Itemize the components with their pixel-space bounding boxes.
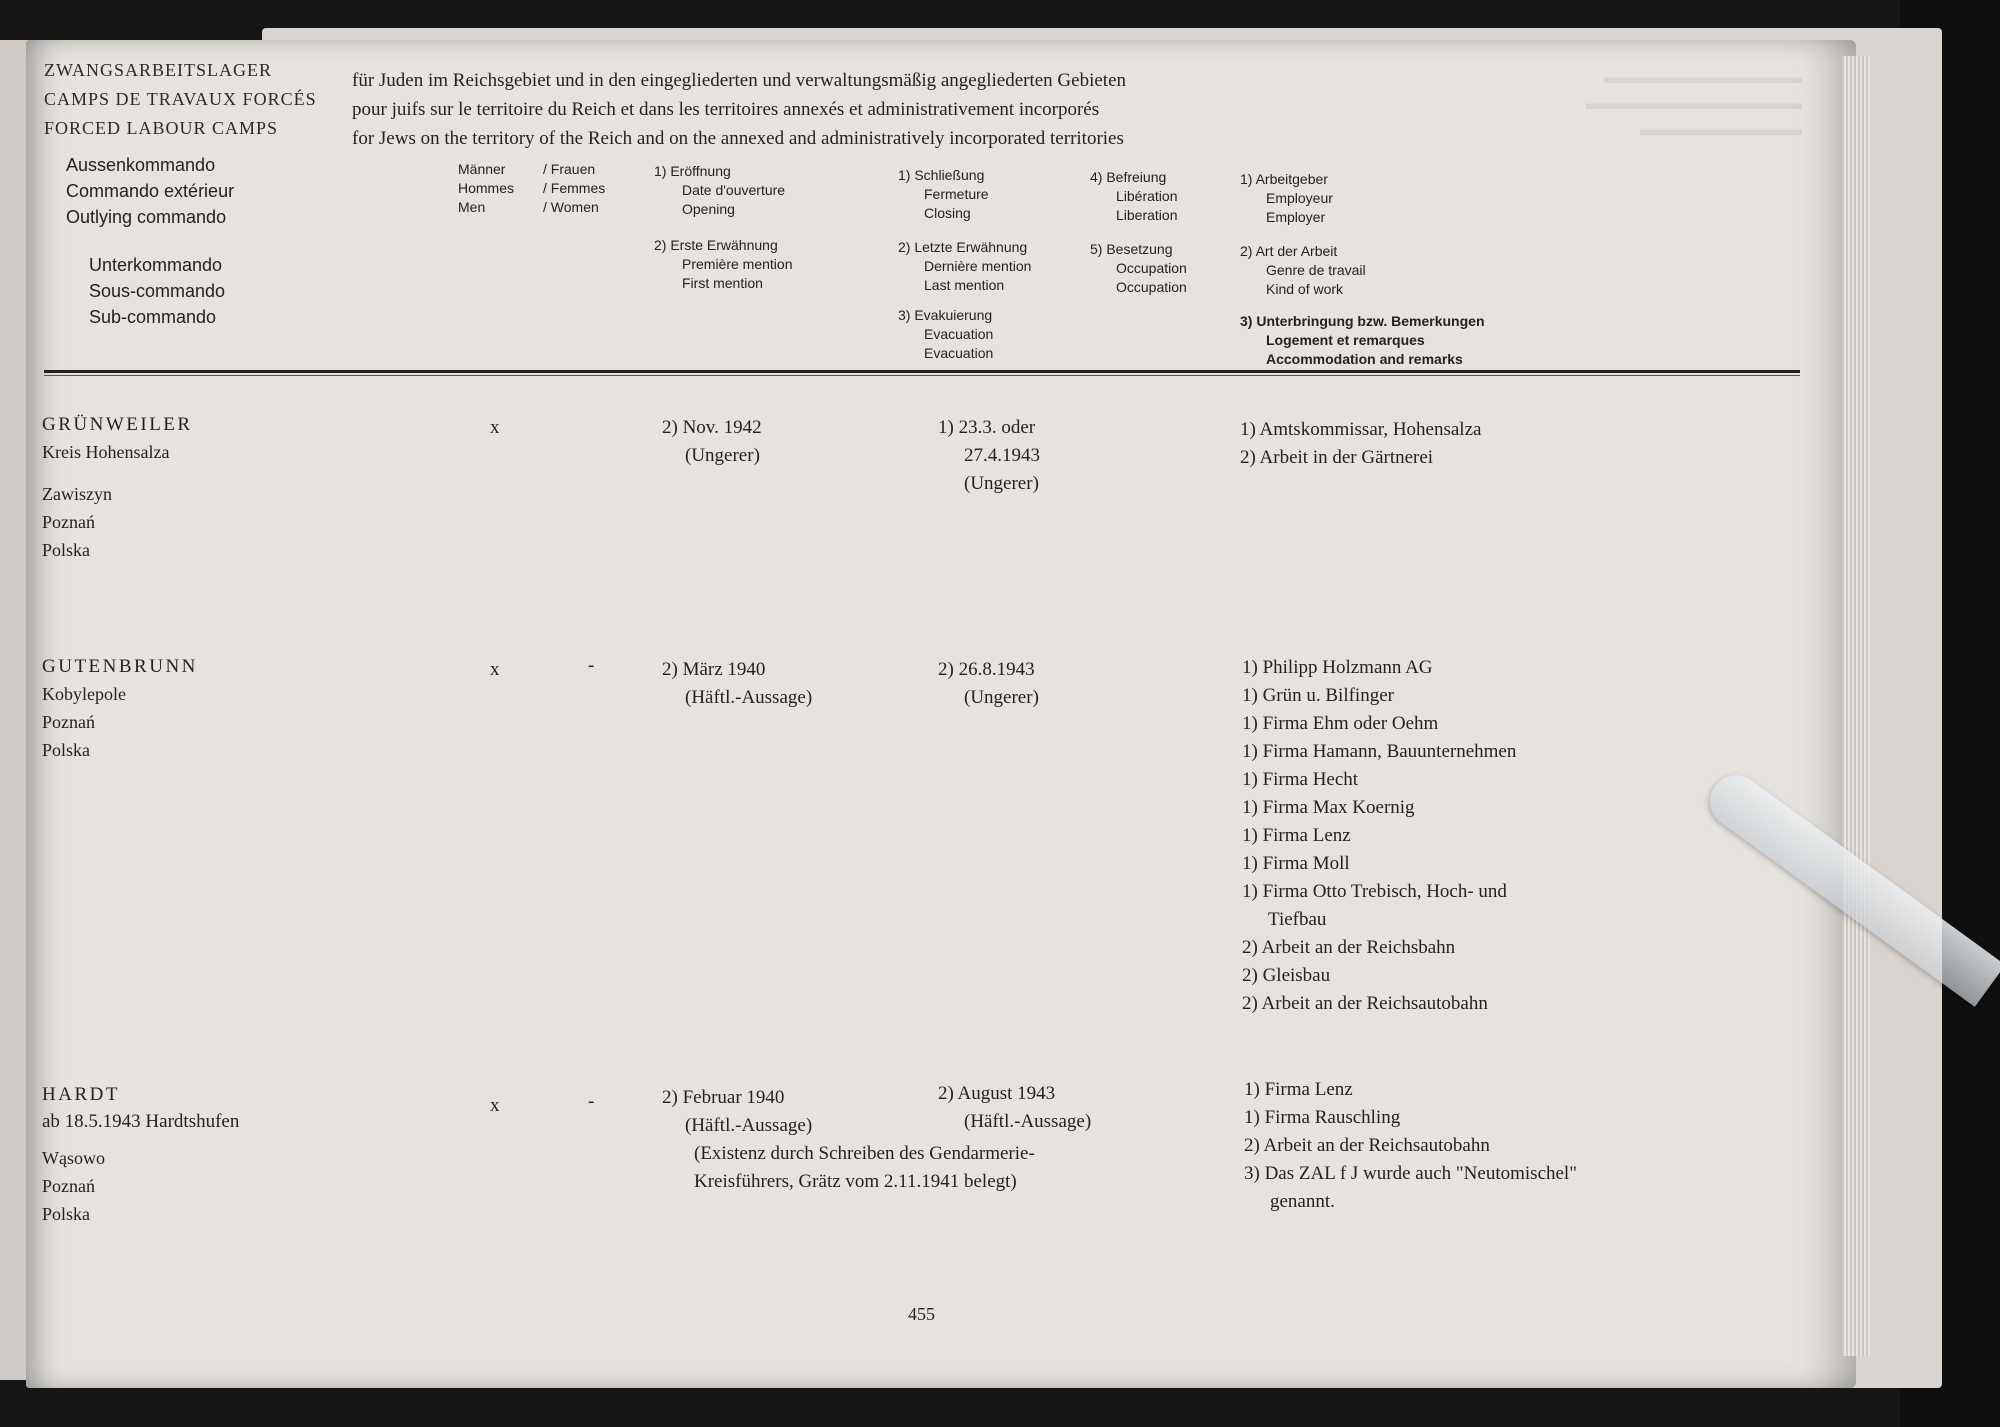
col-d3-fr: Logement et remarques (1266, 332, 1425, 348)
work-line: 3) Das ZAL f J wurde auch "Neutomischel" (1244, 1163, 1577, 1184)
entry-subtitle: ab 18.5.1943 Hardtshufen (42, 1111, 240, 1132)
gender-women-fr: / Femmes (543, 180, 606, 196)
location-line: Poznań (42, 712, 95, 732)
col-d2-fr: Genre de travail (1266, 262, 1366, 278)
closing-cell (938, 414, 1040, 498)
col-c2-fr: Occupation (1116, 260, 1187, 276)
aussen-fr: Commando extérieur (66, 181, 235, 201)
header-title-de: ZWANGSARBEITSLAGER (44, 60, 272, 80)
col-a1-de: 1) Eröffnung (654, 163, 731, 179)
work-line: 1) Firma Ehm oder Oehm (1242, 713, 1439, 734)
col-a2-de: 2) Erste Erwähnung (654, 237, 778, 253)
gender-women-de: / Frauen (543, 161, 596, 177)
closing-line: (Ungerer) (964, 687, 1039, 708)
col-b1-en: Closing (924, 205, 971, 221)
women-mark: - (588, 655, 595, 676)
closing-cell (938, 656, 1039, 712)
col-b2-fr: Dernière mention (924, 258, 1032, 274)
col-d1-fr: Employeur (1266, 190, 1333, 206)
gender-col1 (458, 160, 514, 217)
aussen-label (66, 152, 234, 230)
col-d1-de: 1) Arbeitgeber (1240, 171, 1328, 187)
work-cell (1242, 654, 1516, 1018)
header-divider (44, 370, 1800, 373)
closing-line: 1) 23.3. oder (938, 417, 1036, 438)
opening-cell (662, 1084, 812, 1140)
col-d1-en: Employer (1266, 209, 1326, 225)
intro-en: for Jews on the territory of the Reich and on the annexed and administratively incorporated territories (352, 128, 1124, 149)
existence-note (694, 1140, 1035, 1196)
col-a2-fr: Première mention (682, 256, 793, 272)
header-title-en: FORCED LABOUR CAMPS (44, 118, 279, 138)
unter-de: Unterkommando (89, 255, 223, 275)
col-b2-de: 2) Letzte Erwähnung (898, 239, 1028, 255)
header-intro-block (352, 66, 1126, 153)
location-line: Polska (42, 740, 91, 760)
closing-cell (938, 1080, 1091, 1136)
work-line: 1) Grün u. Bilfinger (1242, 685, 1394, 706)
location-spacer (42, 466, 169, 480)
col-c1-de: 4) Befreiung (1090, 169, 1167, 185)
closing-line: (Ungerer) (964, 473, 1039, 494)
work-line: 2) Gleisbau (1242, 965, 1331, 986)
col-b1-de: 1) Schließung (898, 167, 985, 183)
aussen-en: Outlying commando (66, 207, 227, 227)
work-line: 1) Firma Moll (1242, 853, 1350, 874)
col-work-kind-header (1240, 242, 1366, 299)
work-line: 1) Philipp Holzmann AG (1242, 657, 1433, 678)
work-line: 2) Arbeit in der Gärtnerei (1240, 447, 1434, 468)
col-b3-de: 3) Evakuierung (898, 307, 993, 323)
work-line: genannt. (1270, 1191, 1335, 1212)
col-first-mention-header (654, 236, 793, 293)
closing-line: (Häftl.-Aussage) (964, 1111, 1092, 1132)
col-evacuation-header (898, 306, 993, 363)
col-d3-en: Accommodation and remarks (1266, 351, 1463, 367)
col-b1-fr: Fermeture (924, 186, 989, 202)
work-cell (1244, 1076, 1577, 1216)
unter-fr: Sous-commando (89, 281, 226, 301)
page-stack-edge (1842, 56, 1870, 1356)
unter-label (89, 252, 225, 330)
col-a1-fr: Date d'ouverture (682, 182, 786, 198)
bleed-through-text: ▬▬▬▬▬▬▬▬▬▬▬ ▬▬▬▬▬▬▬▬▬▬▬▬ ▬▬▬▬▬▬▬▬▬ (1586, 67, 1802, 139)
book-page (26, 40, 1856, 1388)
work-line: 2) Arbeit an der Reichsbahn (1242, 937, 1456, 958)
closing-line: 2) 26.8.1943 (938, 659, 1035, 680)
col-c2-en: Occupation (1116, 279, 1187, 295)
opening-line: (Häftl.-Aussage) (685, 687, 813, 708)
col-occupation-header (1090, 240, 1187, 297)
women-mark: - (588, 1091, 595, 1112)
opening-line: 2) März 1940 (662, 659, 766, 680)
col-d3-de: 3) Unterbringung bzw. Bemerkungen (1240, 313, 1485, 329)
col-a1-en: Opening (682, 201, 735, 217)
col-liberation-header (1090, 168, 1178, 225)
work-line: 1) Firma Lenz (1242, 825, 1351, 846)
col-last-mention-header (898, 238, 1031, 295)
note-line: (Existenz durch Schreiben des Gendarmerie- (694, 1143, 1035, 1164)
gender-men-en: Men (458, 199, 486, 215)
work-line: 2) Arbeit an der Reichsautobahn (1244, 1135, 1490, 1156)
opening-line: 2) Nov. 1942 (662, 417, 762, 438)
aussen-de: Aussenkommando (66, 155, 216, 175)
col-b2-en: Last mention (924, 277, 1005, 293)
men-mark: x (490, 1095, 500, 1116)
entry-title: GUTENBRUNN (42, 656, 198, 677)
col-b3-en: Evacuation (924, 345, 994, 361)
col-employer-header (1240, 170, 1333, 227)
header-title-fr: CAMPS DE TRAVAUX FORCÉS (44, 89, 317, 109)
opening-line: 2) Februar 1940 (662, 1087, 785, 1108)
entry-location (42, 438, 169, 564)
gender-women-en: / Women (543, 199, 599, 215)
entry-title: GRÜNWEILER (42, 414, 193, 435)
gender-col2 (543, 160, 605, 217)
work-line: 1) Firma Max Koernig (1242, 797, 1415, 818)
work-line: 1) Firma Rauschling (1244, 1107, 1401, 1128)
col-c1-fr: Libération (1116, 188, 1178, 204)
col-b3-fr: Evacuation (924, 326, 994, 342)
location-line: Poznań (42, 512, 95, 532)
col-opening-header (654, 162, 785, 219)
header-divider-thin (44, 375, 1800, 376)
work-line: 1) Amtskommissar, Hohensalza (1240, 419, 1482, 440)
work-line: 1) Firma Hecht (1242, 769, 1359, 790)
work-line: 1) Firma Lenz (1244, 1079, 1353, 1100)
gender-men-de: Männer (458, 161, 506, 177)
col-closing-header (898, 166, 989, 223)
opening-line: (Häftl.-Aussage) (685, 1115, 813, 1136)
unter-en: Sub-commando (89, 307, 217, 327)
men-mark: x (490, 417, 500, 438)
work-line: Tiefbau (1268, 909, 1327, 930)
closing-line: 2) August 1943 (938, 1083, 1056, 1104)
location-line: Zawiszyn (42, 484, 112, 504)
opening-line: (Ungerer) (685, 445, 760, 466)
location-line: Poznań (42, 1176, 95, 1196)
work-line: 1) Firma Otto Trebisch, Hoch- und (1242, 881, 1507, 902)
col-c2-de: 5) Besetzung (1090, 241, 1173, 257)
opening-cell (662, 656, 812, 712)
location-line: Polska (42, 1204, 91, 1224)
location-line: Kobylepole (42, 684, 126, 704)
location-line: Wąsowo (42, 1148, 105, 1168)
entry-location (42, 1144, 105, 1228)
work-cell (1240, 416, 1481, 472)
col-accommodation-header (1240, 312, 1485, 369)
intro-fr: pour juifs sur le territoire du Reich et dans les territoires annexés et administrativement incorporés (352, 99, 1100, 120)
entry-title: HARDT (42, 1084, 120, 1105)
closing-line: 27.4.1943 (964, 445, 1040, 466)
col-d2-de: 2) Art der Arbeit (1240, 243, 1338, 259)
intro-de: für Juden im Reichsgebiet und in den eingegliederten und verwaltungsmäßig angegliederten Gebieten (352, 70, 1127, 91)
entry-location (42, 680, 126, 764)
col-a2-en: First mention (682, 275, 763, 291)
work-line: 2) Arbeit an der Reichsautobahn (1242, 993, 1488, 1014)
gender-men-fr: Hommes (458, 180, 515, 196)
location-line: Kreis Hohensalza (42, 442, 170, 462)
header-title-block (44, 56, 317, 143)
note-line: Kreisführers, Grätz vom 2.11.1941 belegt) (694, 1171, 1017, 1192)
opening-cell (662, 414, 762, 470)
page-number: 455 (908, 1304, 935, 1324)
location-line: Polska (42, 540, 91, 560)
col-d2-en: Kind of work (1266, 281, 1344, 297)
col-c1-en: Liberation (1116, 207, 1178, 223)
men-mark: x (490, 659, 500, 680)
work-line: 1) Firma Hamann, Bauunternehmen (1242, 741, 1517, 762)
